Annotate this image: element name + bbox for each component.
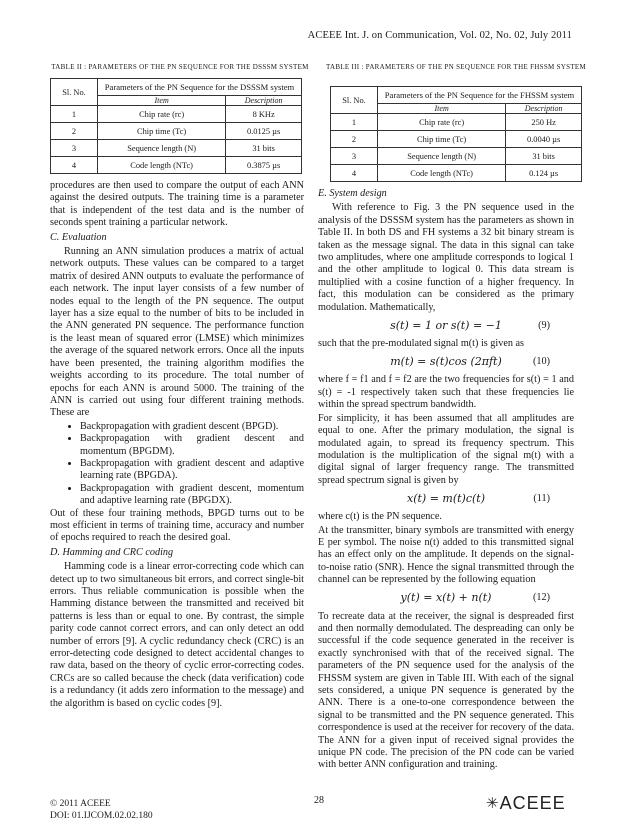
table-row: [51, 106, 302, 123]
cell-desc: 31 bits: [506, 148, 582, 165]
logo-text: ACEEE: [499, 793, 566, 813]
cell-item: Chip rate (rc): [378, 114, 506, 131]
paragraph: Running an ANN simulation produces a matrix of actual network outputs. These values can be compared to a target matrix of desired ANN outputs to evaluate the performance of each network. The input layer consists of a few number of nodes equal to the length of the PN sequence. The output layer has a size equal to the number of bits to be included in the ANN generated PN sequence. The performance function is the least mean of squared error (LMSE) which minimizes the average of the squared network errors. Once all the inputs have been presented, the training algorithm modifies the weights according to its procedure. The total number of epochs for each ANN is around 5000. The training of the ANN is carried out using four different training methods. These are: [50, 246, 304, 419]
section-heading: C. Evaluation: [50, 231, 107, 243]
table3-title: Parameters of the PN Sequence for the FHSSM system: [378, 87, 582, 104]
cell-no: 2: [331, 131, 378, 148]
cell-desc: 0.3875 µs: [226, 157, 302, 174]
table2: [50, 78, 302, 174]
cell-item: Chip time (Tc): [98, 123, 226, 140]
equation-number: (12): [533, 592, 550, 604]
table-row: [51, 157, 302, 174]
paragraph: For simplicity, it has been assumed that all amplitudes are equal to one. After the primary modulation, the signal is modulated again, to spread its frequency spectrum. This modulation is the multiplication of the signal m(t) with a digital signal of larger frequency range. The transmitted spread spectrum signal is given by: [318, 412, 574, 486]
table2-title: Parameters of the PN Sequence for the DSSSM system: [98, 79, 302, 96]
paragraph: At the transmitter, binary symbols are transmitted with energy E per symbol. The noise n(t) added to this transmitted signal has an effect only on the amplitude. It depends on the signal-to-noise ratio (SNR). Hence the signal transmitted through the channel can be represented by the following equation: [318, 524, 574, 586]
table2-caption: TABLE II : PARAMETERS OF THE PN SEQUENCE FOR THE DSSSM SYSTEM: [51, 63, 309, 71]
table-row: [331, 131, 582, 148]
aceee-logo: [486, 793, 566, 814]
equation-12: [318, 590, 574, 608]
cell-desc: 31 bits: [226, 140, 302, 157]
table2-desc-header: Description: [226, 96, 302, 106]
training-methods-list: [50, 421, 304, 508]
equation-expression: x(t) = m(t)c(t): [406, 491, 485, 505]
equation-11: [318, 490, 574, 508]
section-heading: E. System design: [318, 188, 387, 199]
table3-slno-header: Sl. No.: [331, 87, 378, 114]
cell-desc: 8 KHz: [226, 106, 302, 123]
cell-no: 2: [51, 123, 98, 140]
paragraph: Hamming code is a linear error-correcting code which can detect up to two simultaneous bit errors, and correct single-bit errors. Thus reliable communication is possible when the Hamming distance between the transmitted and received bit patterns is less than or equal to one. By contrast, the simple parity code cannot correct errors, and can only detect an odd number of errors [9]. A cyclic redundancy check (CRC) is an error-detecting code designed to detect accidental changes to raw data, based on the theory of cyclic error-correcting codes. CRCs are so called because the check (data verification) code is a redundancy (it adds zero information to the message) and the algorithm is based on cyclic codes [9].: [50, 561, 304, 709]
list-item: • Backpropagation with gradient descent, momentum and adaptive learning rate (BPGDX).: [80, 483, 304, 508]
equation-number: (10): [533, 356, 550, 368]
cell-no: 4: [51, 157, 98, 174]
cell-no: 4: [331, 165, 378, 182]
equation-expression: m(t) = s(t)cos (2πft): [390, 355, 502, 369]
table3-item-header: Item: [378, 104, 506, 114]
cell-desc: 0.124 µs: [506, 165, 582, 182]
cell-item: Code length (NTc): [98, 157, 226, 174]
table-row: [331, 165, 582, 182]
equation-expression: y(t) = x(t) + n(t): [400, 591, 492, 605]
cell-desc: 0.0040 µs: [506, 131, 582, 148]
cell-item: Chip time (Tc): [378, 131, 506, 148]
list-item: • Backpropagation with gradient descent and momentum (BPGDM).: [80, 433, 304, 458]
equation-10: [318, 353, 574, 371]
paragraph: where f = f1 and f = f2 are the two frequencies for s(t) = 1 and s(t) = -1 respectively taken such that these frequencies lie within the spread spectrum bandwidth.: [318, 374, 574, 411]
list-item: • Backpropagation with gradient descent (BPGD).: [80, 421, 304, 433]
equation-number: (11): [533, 492, 550, 504]
doi: DOI: 01.IJCOM.02.02.180: [50, 811, 153, 821]
section-heading: D. Hamming and CRC coding: [50, 546, 174, 558]
paragraph: such that the pre-modulated signal m(t) is given as: [318, 338, 524, 350]
cell-no: 1: [51, 106, 98, 123]
paragraph: procedures are then used to compare the output of each ANN against the desired outputs. The training time is a parameter that is independent of the test data and is the number of seconds spent training a particular network.: [50, 180, 304, 229]
equation-number: (9): [538, 319, 550, 331]
cell-item: Sequence length (N): [378, 148, 506, 165]
paragraph: where c(t) is the PN sequence.: [318, 511, 442, 523]
paragraph: With reference to Fig. 3 the PN sequence used in the analysis of the DSSSM system has the parameters as shown in Table II. In both DS and FH systems a 32 bit binary stream is taken as the message signal. The data in this signal can take two amplitudes, where one amplitude corresponds to logical 1 and the other amplitude to logical 0. This data stream is multiplied with a cosine function of a higher frequency. In fact, this modulation can be considered as the primary modulation. Mathematically,: [318, 202, 574, 313]
cell-desc: 0.0125 µs: [226, 123, 302, 140]
table3-caption: TABLE III : PARAMETERS OF THE PN SEQUENCE FOR THE FHSSM SYSTEM: [325, 63, 587, 71]
paragraph: Out of these four training methods, BPGD turns out to be most efficient in terms of training time, accuracy and number of epochs required to reach the desired goal.: [50, 507, 304, 544]
cell-no: 3: [51, 140, 98, 157]
paragraph: To recreate data at the receiver, the signal is despreaded first and then normally demodulated. The despreading can only be successful if the code sequence generated in the receiver is exactly synchronised with that of the received signal. The parameters of the PN sequence used for the analysis of the FHSSM system are given in Table III. With each of the signal sets considered, a unique PN sequence is generated by the ANN. There is a one-to-one correspondence between the signal to be transmitted and the PN sequence generated. This correspondence is used at the receiver for recovery of the data. The ANN for a given input of received signal provides the unique PN code. The precision of the PN code can be varied with better ANN configuration and training.: [318, 610, 574, 771]
table3-desc-header: Description: [506, 104, 582, 114]
cell-item: Code length (NTc): [378, 165, 506, 182]
running-header: ACEEE Int. J. on Communication, Vol. 02, No. 02, July 2011: [307, 30, 572, 41]
table-row: [51, 140, 302, 157]
cell-no: 3: [331, 148, 378, 165]
logo-star-icon: ✳: [486, 795, 500, 812]
cell-item: Sequence length (N): [98, 140, 226, 157]
table2-item-header: Item: [98, 96, 226, 106]
left-column: [50, 180, 304, 711]
table3: [330, 86, 582, 182]
cell-desc: 250 Hz: [506, 114, 582, 131]
equation-9: [318, 317, 574, 335]
table-row: [51, 123, 302, 140]
right-column: [318, 186, 574, 773]
equation-expression: s(t) = 1 or s(t) = −1: [390, 318, 502, 332]
table-row: [331, 148, 582, 165]
table-row: [331, 114, 582, 131]
cell-item: Chip rate (rc): [98, 106, 226, 123]
page-number: 28: [314, 795, 324, 806]
table2-slno-header: Sl. No.: [51, 79, 98, 106]
copyright: © 2011 ACEEE: [50, 799, 111, 809]
list-item: • Backpropagation with gradient descent and adaptive learning rate (BPGDA).: [80, 458, 304, 483]
cell-no: 1: [331, 114, 378, 131]
